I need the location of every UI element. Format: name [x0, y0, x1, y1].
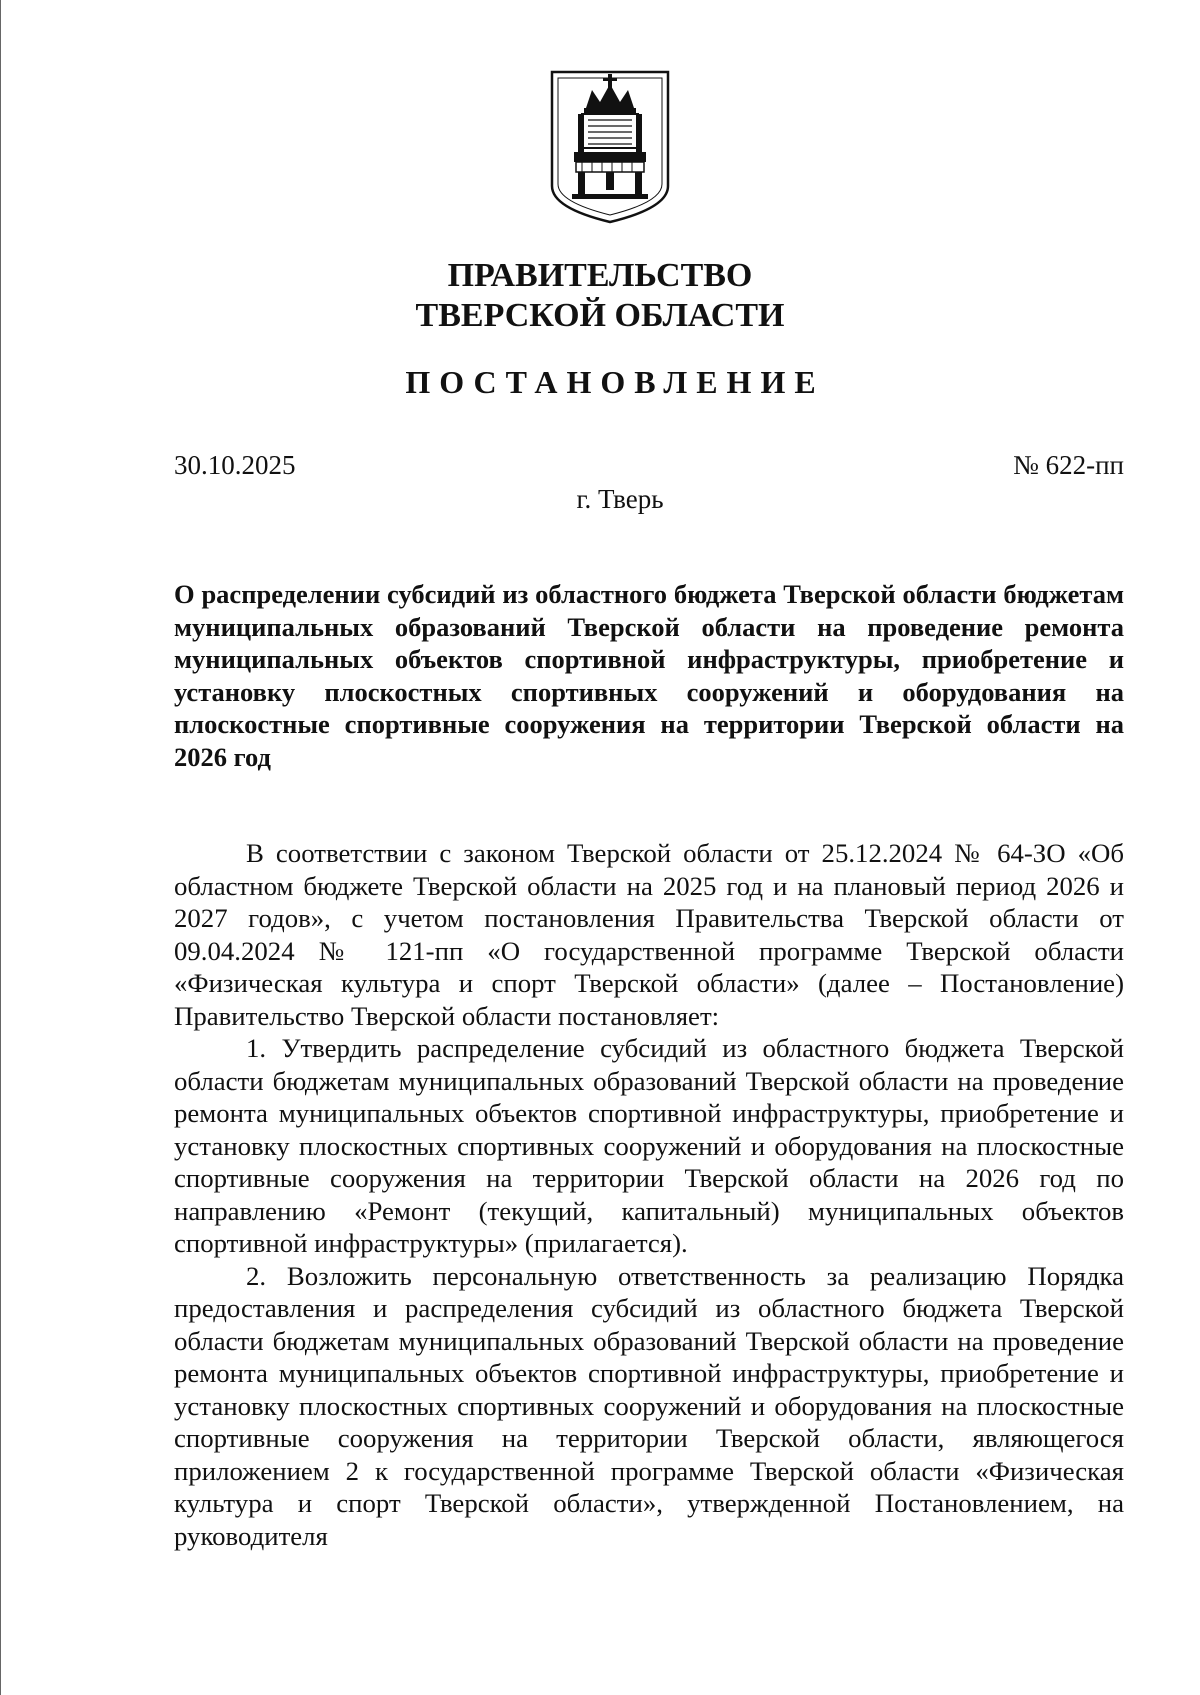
document-body — [174, 837, 1124, 1552]
document-type: ПОСТАНОВЛЕНИЕ — [405, 364, 825, 400]
document-date: 30.10.2025 — [174, 450, 296, 480]
document-subject: О распределении субсидий из областного бюджета Тверской области бюджетам муниципальных образований Тверской области на проведение ремонта муниципальных объектов спортивной инфраструктуры, приобретение и установку плоскостных спортивных сооружений и оборудования на плоскостные спортивные сооружения на территории Тверской области на 2026 год — [174, 579, 1124, 772]
document-city: г. Тверь — [576, 484, 664, 514]
item-2-paragraph: 2. Возложить персональную ответственность за реализацию Порядка предоставления и распределения субсидий из областного бюджета Тверской области бюджетам муниципальных образований Тверской области на проведение ремонта муниципальных объектов спортивной инфраструктуры, приобретение и установку плоскостных спортивных сооружений и оборудования на плоскостные спортивные сооружения на территории Тверской области, являющегося приложением 2 к государственной программе Тверской области «Физическая культура и спорт Тверской области», утвержденной Постановлением, на руководителя — [174, 1260, 1124, 1551]
scan-edge — [0, 0, 1, 1695]
government-title-line2: ТВЕРСКОЙ ОБЛАСТИ — [415, 297, 785, 334]
government-title — [0, 256, 1200, 336]
item-1-paragraph: 1. Утвердить распределение субсидий из областного бюджета Тверской области бюджетам муниципальных образований Тверской области на проведение ремонта муниципальных объектов спортивной инфраструктуры, приобретение и установку плоскостных спортивных сооружений и оборудования на плоскостные спортивные сооружения на территории Тверской области на 2026 год по направлению «Ремонт (текущий, капитальный) муниципальных объектов спортивной инфраструктуры» (прилагается). — [174, 1033, 1124, 1258]
preamble-paragraph: В соответствии с законом Тверской области от 25.12.2024 № 64-ЗО «Об областном бюджете Тверской области на 2025 год и на плановый период 2026 и 2027 годов», с учетом постановления Правительства Тверской области от 09.04.2024 № 121-пп «О государственной программе Тверской области «Физическая культура и спорт Тверской области» (далее – Постановление) Правительство Тверской области постановляет: — [174, 838, 1124, 1031]
coat-of-arms-icon — [548, 68, 672, 226]
document-number: № 622-пп — [1013, 450, 1124, 480]
government-title-line1: ПРАВИТЕЛЬСТВО — [447, 257, 753, 294]
